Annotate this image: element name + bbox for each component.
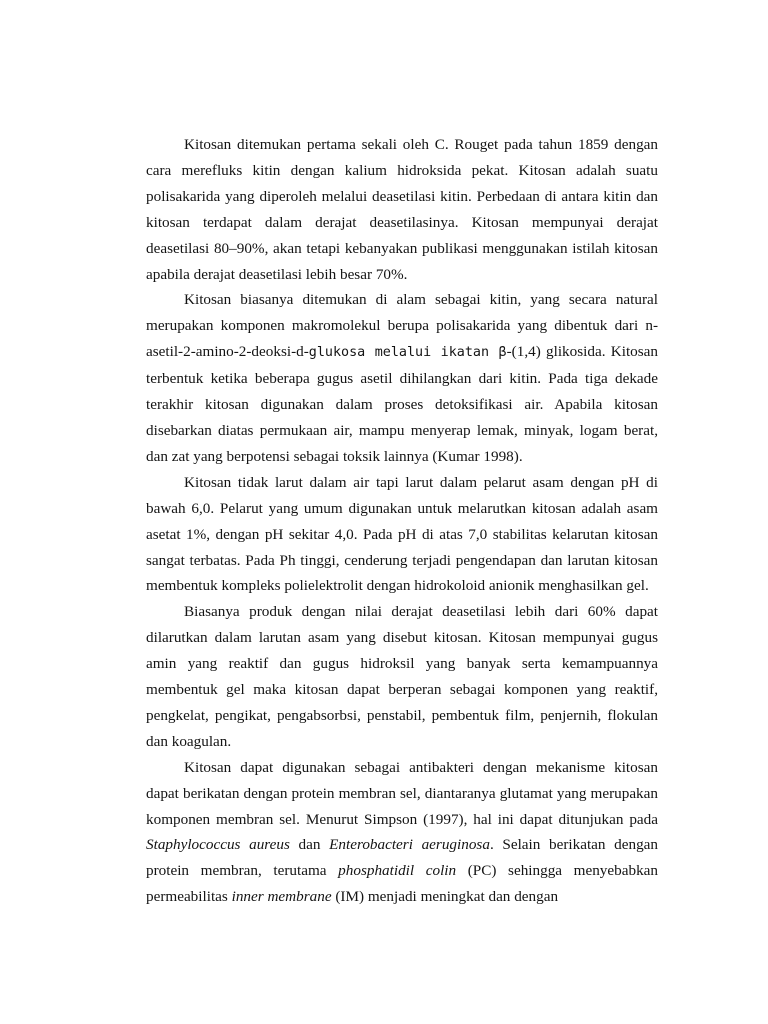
text-run: Kitosan tidak larut dalam air tapi larut dalam pelarut asam dengan pH di bawah 6,0. Pelarut yang umum digunakan untuk melarutkan kitosan adalah asam asetat 1%, dengan pH sekitar 4,0. Pada pH di atas 7,0 stabilitas kelarutan kitosan sangat terbatas. Pada Ph tinggi, cenderung terjadi pengendapan dan larutan kitosan membentuk kompleks polielektrolit dengan hidrokoloid anionik menghasilkan gel. [146, 473, 658, 595]
text-run: -(1,4) glikosida. Kitosan terbentuk ketika beberapa gugus asetil dihilangkan dari kitin. Pada tiga dekade terakhir kitosan digunakan dalam proses detoksifikasi air. Apabila kitosan disebarkan diatas permukaan air, mampu menyerap lemak, minyak, logam berat, dan zat yang berpotensi sebagai toksik lainnya (Kumar 1998). [146, 343, 658, 465]
paragraph-2 [146, 287, 658, 469]
text-run: (IM) menjadi meningkat dan dengan [331, 888, 559, 906]
text-run: Kitosan dapat digunakan sebagai antibakteri dengan mekanisme kitosan dapat berikatan dengan protein membran sel, diantaranya glutamat yang merupakan komponen membran sel. Menurut Simpson (1997), hal ini dapat ditunjukan pada [146, 758, 658, 828]
body-text [146, 132, 658, 910]
text-run-italic: inner membrane [231, 888, 332, 906]
paragraph-1 [146, 132, 658, 287]
text-run: Kitosan biasanya ditemukan di alam sebagai kitin, yang secara natural merupakan komponen makromolekul berupa polisakarida yang dibentuk dari n-asetil-2-amino-2-deoksi-d- [146, 291, 658, 361]
text-run-italic: Enterobacteri aeruginosa [329, 836, 490, 854]
text-run: Biasanya produk dengan nilai derajat deasetilasi lebih dari 60% dapat dilarutkan dalam larutan asam yang disebut kitosan. Kitosan mempunyai gugus amin yang reaktif dan gugus hidroksil yang banyak serta kemampuannya membentuk gel maka kitosan dapat berperan sebagai komponen yang reaktif, pengkelat, pengikat, pengabsorbsi, penstabil, pembentuk film, penjernih, flokulan dan koagulan. [146, 603, 658, 750]
text-run: dan [289, 836, 330, 854]
text-run-italic: Staphylococcus aureus [146, 836, 290, 854]
text-run: (PC) sehingga menyebabkan permeabilitas [146, 862, 658, 906]
paragraph-5 [146, 755, 658, 910]
text-run-mono: glukosa melalui ikatan β [308, 345, 507, 361]
text-run-italic: phosphatidil colin [338, 862, 457, 880]
paragraph-4 [146, 599, 658, 754]
paragraph-3 [146, 470, 658, 600]
text-run: . Selain berikatan dengan protein membran, terutama [146, 836, 659, 880]
text-run: Kitosan ditemukan pertama sekali oleh C. Rouget pada tahun 1859 dengan cara merefluks kitin dengan kalium hidroksida pekat. Kitosan adalah suatu polisakarida yang diperoleh melalui deasetilasi kitin. Perbedaan di antara kitin dan kitosan terdapat dalam derajat deasetilasinya. Kitosan mempunyai derajat deasetilasi 80–90%, akan tetapi kebanyakan publikasi menggunakan istilah kitosan apabila derajat deasetilasi lebih besar 70%. [146, 136, 658, 283]
